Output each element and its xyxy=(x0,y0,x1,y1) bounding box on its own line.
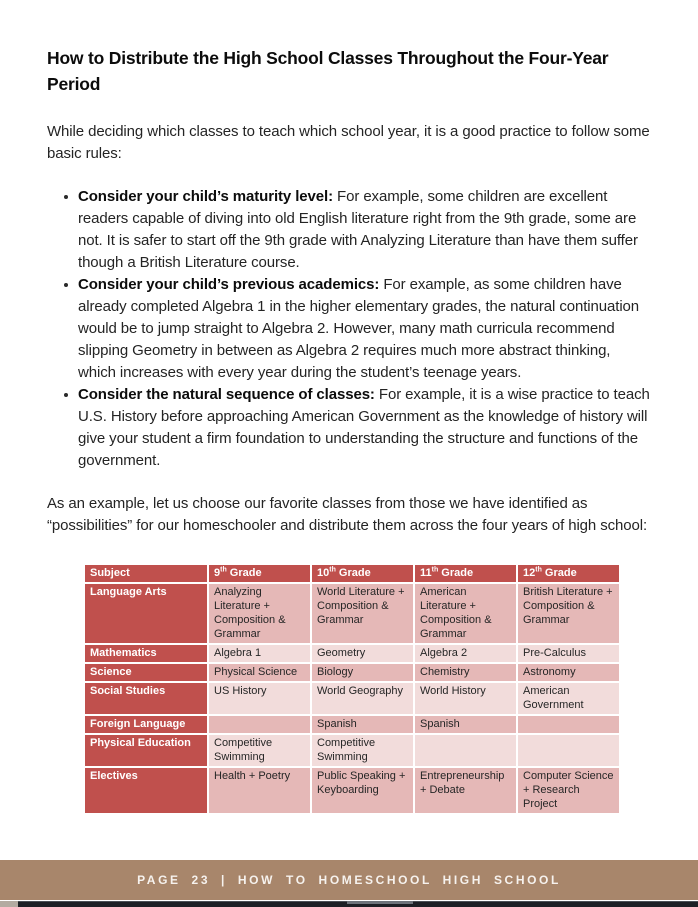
row-subject: Physical Education xyxy=(85,735,207,766)
table-cell: Pre-Calculus xyxy=(518,645,619,662)
table-row xyxy=(85,683,619,714)
table-cell: US History xyxy=(209,683,310,714)
row-subject: Mathematics xyxy=(85,645,207,662)
row-subject: Language Arts xyxy=(85,584,207,643)
header-subject: Subject xyxy=(85,565,207,582)
table-cell xyxy=(518,716,619,733)
list-item xyxy=(78,384,651,472)
table-cell: Geometry xyxy=(312,645,413,662)
table-cell: Astronomy xyxy=(518,664,619,681)
page-title: How to Distribute the High School Classes Throughout the Four-Year Period xyxy=(47,48,609,94)
bottom-window-edge xyxy=(0,901,698,907)
header-grade-9: 9th Grade xyxy=(209,565,310,582)
table-cell: Physical Science xyxy=(209,664,310,681)
bullet-text: For example, it is a wise practice to teach U.S. History before approaching American Government as the knowledge of history will give your student a firm foundation to understanding the structure and functions of the government. xyxy=(78,386,650,469)
list-item xyxy=(78,274,651,384)
table-cell xyxy=(518,735,619,766)
row-subject: Social Studies xyxy=(85,683,207,714)
header-grade-11: 11th Grade xyxy=(415,565,516,582)
table-cell: World Literature + Composition & Grammar xyxy=(312,584,413,643)
table-row xyxy=(85,768,619,813)
table-cell: Computer Science + Research Project xyxy=(518,768,619,813)
bullet-lead: Consider your child’s maturity level: xyxy=(78,188,333,205)
table-cell: World Geography xyxy=(312,683,413,714)
table-cell: Public Speaking + Keyboarding xyxy=(312,768,413,813)
table-cell: Spanish xyxy=(312,716,413,733)
row-subject: Electives xyxy=(85,768,207,813)
table-cell: Competitive Swimming xyxy=(209,735,310,766)
bullet-text: For example, some children are excellent readers capable of diving into old English literature right from the 9th grade, some are not. It is safer to start off the 9th grade with Analyzing Literature than have them suffer though a British Literature course. xyxy=(78,188,638,271)
table-cell: British Literature + Composition & Grammar xyxy=(518,584,619,643)
list-item xyxy=(78,186,651,274)
rules-list xyxy=(47,186,651,472)
table-row xyxy=(85,664,619,681)
bullet-text: For example, as some children have already completed Algebra 1 in the higher elementary grades, the natural continuation would be to jump straight to Algebra 2. However, many math curricula recommend slipping Geometry in between as Algebra 2 requires much more abstract thinking, which increases with every year during the student’s teenage years. xyxy=(78,276,640,381)
table-row xyxy=(85,584,619,643)
table-row xyxy=(85,735,619,766)
table-cell: Analyzing Literature + Composition & Grammar xyxy=(209,584,310,643)
closing-paragraph: As an example, let us choose our favorite classes from those we have identified as “possibilities” for our homeschooler and distribute them across the four years of high school: xyxy=(47,495,648,534)
header-grade-10: 10th Grade xyxy=(312,565,413,582)
table-cell: Spanish xyxy=(415,716,516,733)
footer-page-label: PAGE 23 | HOW TO HOMESCHOOL HIGH SCHOOL xyxy=(137,873,561,887)
table-cell: Chemistry xyxy=(415,664,516,681)
table-cell: Health + Poetry xyxy=(209,768,310,813)
table-row xyxy=(85,716,619,733)
bottom-scrollbar-thumb xyxy=(347,901,413,904)
table-cell: Biology xyxy=(312,664,413,681)
table-cell: Algebra 2 xyxy=(415,645,516,662)
table-cell: Competitive Swimming xyxy=(312,735,413,766)
table-cell: Entrepreneurship + Debate xyxy=(415,768,516,813)
row-subject: Science xyxy=(85,664,207,681)
bullet-lead: Consider your child’s previous academics: xyxy=(78,276,380,293)
table-cell: Algebra 1 xyxy=(209,645,310,662)
bottom-edge-corner xyxy=(0,901,18,907)
table-row xyxy=(85,645,619,662)
table-cell: American Government xyxy=(518,683,619,714)
class-distribution-table xyxy=(83,563,621,815)
page-footer-bar xyxy=(0,860,698,900)
header-grade-12: 12th Grade xyxy=(518,565,619,582)
table-cell: World History xyxy=(415,683,516,714)
row-subject: Foreign Language xyxy=(85,716,207,733)
intro-paragraph: While deciding which classes to teach which school year, it is a good practice to follow some basic rules: xyxy=(47,123,650,162)
table-cell xyxy=(415,735,516,766)
table-cell xyxy=(209,716,310,733)
class-distribution-table-wrap xyxy=(83,563,621,815)
table-header-row xyxy=(85,565,619,582)
bullet-lead: Consider the natural sequence of classes: xyxy=(78,386,375,403)
table-cell: American Literature + Composition & Grammar xyxy=(415,584,516,643)
